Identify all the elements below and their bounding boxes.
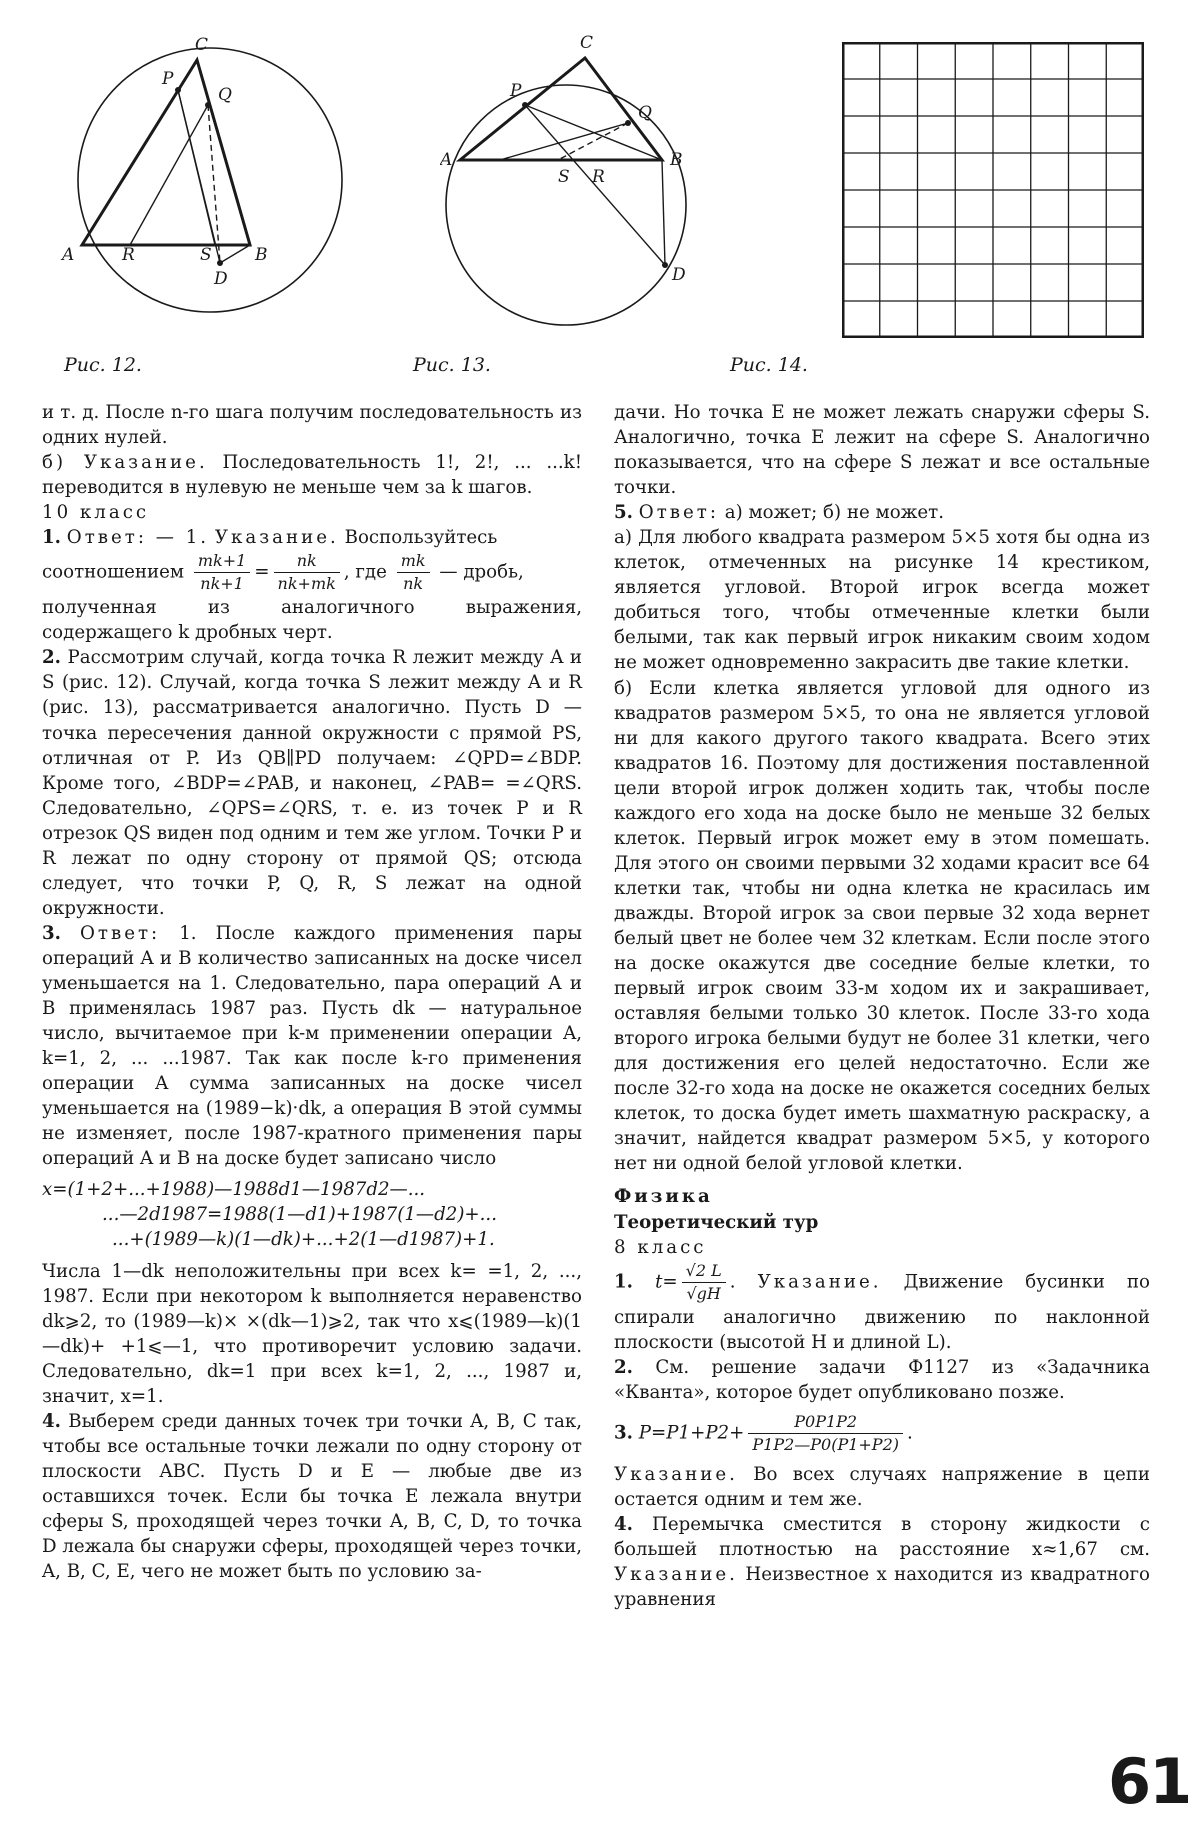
fig13-label-Q: Q <box>638 103 652 123</box>
right-paragraph: дачи. Но точка E не может лежать снаружи сферы S. Аналогично, точка E лежит на сфере S. Аналогично показывается, что на сфере S лежат и все остальные точки. <box>614 402 1150 499</box>
fig12-label-Q: Q <box>218 85 232 105</box>
equation-line: ...+(1989—k)(1—dk)+...+2(1—d1987)+1. <box>112 1229 495 1251</box>
right-column <box>614 400 1150 1612</box>
fig12-label-B: B <box>255 245 268 265</box>
class-heading: 10 класс <box>42 502 150 524</box>
fig13-label-R: R <box>592 167 605 187</box>
left-paragraph: 2. Рассмотрим случай, когда точка R лежит между A и S (рис. 12). Случай, когда точка S лежит между A и R (рис. 13), рассматривается аналогично. Пусть D — точка пересечения данной окружности с прямой PS, отличная от P. Из QB∥PD получаем: ∠QPD=∠BDP. Кроме того, ∠BDP=∠PAB, и наконец, ∠PAB= =∠QRS. Следовательно, ∠QPS=∠QRS, т. е. из точек P и R отрезок QS виден под одним и тем же углом. Точки P и R лежат по одну сторону от прямой QS; отсюда следует, что точки P, Q, R, S лежат на одной окружности. <box>42 647 582 919</box>
left-paragraph: и т. д. После n-го шага получим последовательность из одних нулей. <box>42 402 582 449</box>
fig12-label-A: A <box>62 245 75 265</box>
equation-line: ...—2d1987=1988(1—d1)+1987(1—d2)+... <box>102 1204 497 1226</box>
page-number: 61 <box>1108 1745 1191 1818</box>
figure-14-grid <box>842 42 1144 338</box>
fig13-label-P: P <box>510 81 522 101</box>
right-paragraph: а) Для любого квадрата размером 5×5 хотя бы одна из клеток, отмеченных на рисунке 14 крестиком, является угловой. Второй игрок всегда может добиться того, чтобы отмеченные клетки были белыми, так как первый игрок никаким своим ходом не может одновременно закрасить две такие клетки. <box>614 527 1150 674</box>
left-paragraph: Числа 1—dk неположительны при всех k= =1, 2, ..., 1987. Если при некотором k выполняется неравенство dk⩾2, то (1989—k)× ×(dk—1)⩾2, так что x⩽(1989—k)(1—dk)+ +1⩽—1, что противоречит условию задачи. Следовательно, dk=1 при всех k=1, 2, ..., 1987 и, значит, x=1. <box>42 1260 582 1407</box>
figure-13 <box>440 30 700 340</box>
left-column <box>42 400 582 1584</box>
fig13-label-B: B <box>670 150 683 170</box>
fig14-caption: Рис. 14. <box>730 354 808 376</box>
right-paragraph: 5. Ответ: а) может; б) не может. <box>614 502 944 524</box>
right-paragraph: Указание. Во всех случаях напряжение в цепи остается одним и тем же. <box>614 1463 1150 1510</box>
right-paragraph: б) Если клетка является угловой для одного из квадратов размером 5×5, то она не является угловой ни для какого другого такого квадрата. Всего этих квадратов 16. Поэтому для достижения поставленной цели второй игрок должен ходить так, чтобы после каждого его хода на доске было не меньше 32 белых клеток. Первый игрок может ему в этом помешать. Для этого он своими первыми 32 ходами красит все 64 клетки так, чтобы ни одна клетка не красилась им дважды. Второй игрок за свои первые 32 хода вернет белый цвет не более чем 32 клеткам. Если после этого на доске окажутся две соседние белые клетки, то первый игрок своим 33-м ходом их и закрашивает, оставляя белыми только 30 клеток. После 33-го хода второго игрока белыми будут не более 31 клетки, чего для достижения его целей недостаточно. Если же после 32-го хода на доске не окажется соседних белых клеток, то доска будет иметь шахматную раскраску, а значит, найдется квадрат размером 5×5, у которого нет ни одной белой угловой клетки. <box>614 677 1150 1175</box>
fig12-caption: Рис. 12. <box>64 354 142 376</box>
fig12-label-S: S <box>200 245 212 265</box>
left-paragraph: б) Указание. Последовательность 1!, 2!, ... ...k! переводится в нулевую не меньше чем за k шагов. <box>42 452 582 499</box>
fig12-label-R: R <box>122 245 135 265</box>
equation-line: x=(1+2+...+1988)—1988d1—1987d2—... <box>42 1179 426 1201</box>
right-paragraph: 1. t= $\frac{√2 L}{√gH}$ . Указание. Движение бусинки по спирали аналогично движению по наклонной плоскости (высотой H и длиной L). <box>614 1260 1150 1353</box>
fig13-label-D: D <box>672 265 686 285</box>
right-paragraph: 4. Перемычка сместится в сторону жидкости с большей плотностью на расстояние x≈1,67 см. Указание. Неизвестное x находится из квадратного уравнения <box>614 1513 1150 1611</box>
subsection-heading: Теоретический тур <box>614 1211 819 1233</box>
fig13-label-C: C <box>580 33 594 53</box>
hint-label: б) Указание. <box>42 452 208 474</box>
fig12-label-P: P <box>162 69 174 89</box>
right-paragraph: 2. См. решение задачи Ф1127 из «Задачника «Кванта», которое будет опубликовано позже. <box>614 1356 1150 1403</box>
left-paragraph: полученная из аналогичного выражения, содержащего k дробных черт. <box>42 597 582 644</box>
left-paragraph: 1. Ответ: — 1. Указание. Воспользуйтесь <box>42 527 498 549</box>
fraction-formula: соотношением $\frac{mk+1}{nk+1}$ = $\frac{nk}{nk+mk}$ , где $\frac{mk}{nk}$ — дробь, <box>42 551 524 594</box>
left-paragraph: 4. Выберем среди данных точек три точки A, B, C так, чтобы все остальные точки лежали по одну сторону от плоскости ABC. Пусть D и E — любые две из оставшихся точек. Если бы точка E лежала внутри сферы S, проходящей через точки A, B, C, D, то точка D лежала бы снаружи сферы, проходящей через точки, A, B, C, E, чего не может быть по условию за- <box>42 1410 583 1583</box>
fig13-label-A: A <box>440 150 453 170</box>
fig13-caption: Рис. 13. <box>413 354 491 376</box>
figure-12 <box>60 30 360 340</box>
fig13-label-S: S <box>558 167 570 187</box>
fig12-label-D: D <box>214 269 228 289</box>
fig12-label-C: C <box>195 35 209 55</box>
right-paragraph: 3. P=P1+P2+ $\frac{P0P1P2}{P1P2—P0(P1+P2)}$ . <box>614 1411 913 1454</box>
section-heading: Физика <box>614 1186 713 1208</box>
class-heading: 8 класс <box>614 1236 707 1258</box>
left-paragraph: 3. Ответ: 1. После каждого применения пары операций A и B количество записанных на доске чисел уменьшается на 1. Следовательно, пара операций A и B применялась 1987 раз. Пусть dk — натуральное число, вычитаемое при k-м применении операции A, k=1, 2, ... ...1987. Так как после k-го применения операции A сумма записанных на доске чисел уменьшается на (1989−k)·dk, а операция B этой суммы не изменяет, после 1987-кратного применения пары операций A и B на доске будет записано число <box>42 922 582 1170</box>
